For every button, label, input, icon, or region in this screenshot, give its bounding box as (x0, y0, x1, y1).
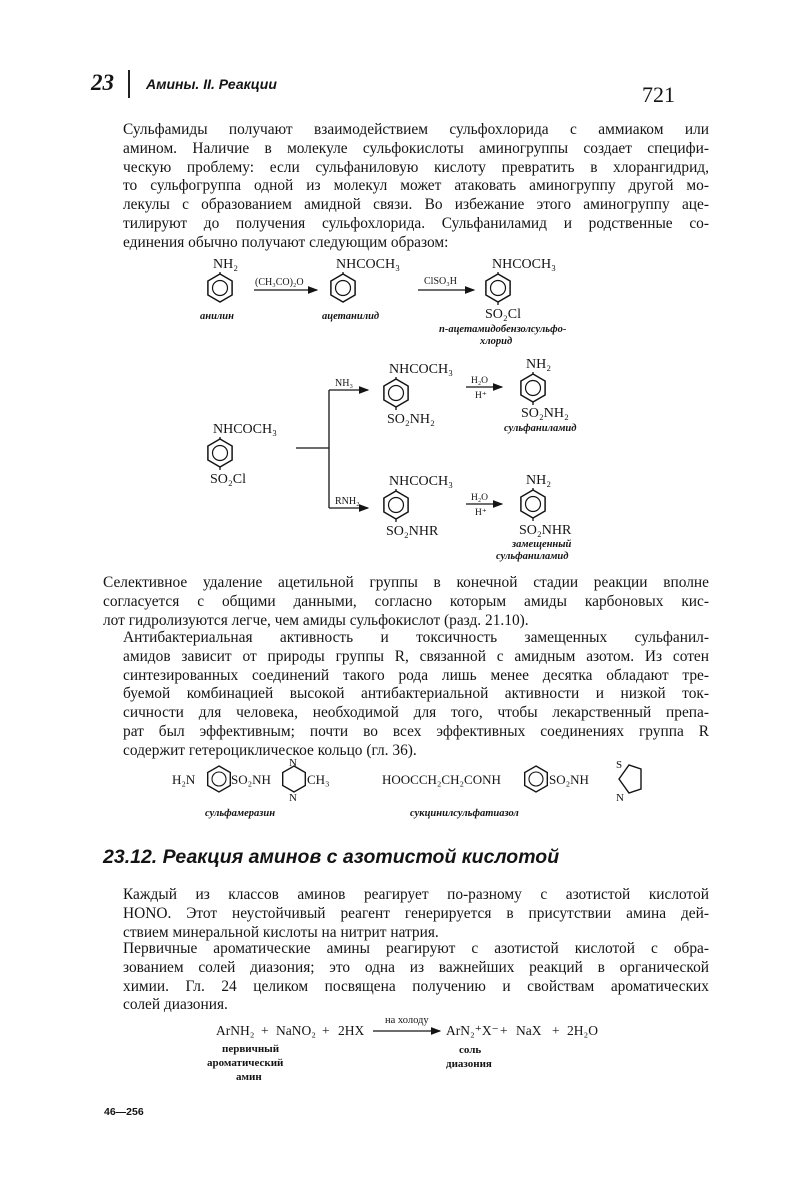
sulfamerazine-amino: H₂N (172, 772, 196, 787)
text-line: HONO. Этот неустойчивый реагент генерируется в присутствии амина дей- (123, 904, 709, 922)
acetanilide-group: NHCOCH₃ (336, 257, 400, 272)
reagent-acid: H⁺ (475, 391, 487, 401)
reactant-acid: 2HX (338, 1023, 365, 1038)
branch1-acetamido-group: NHCOCH₃ (389, 362, 453, 377)
label-sulfamerazine: сульфамеразин (205, 808, 276, 819)
benzene-ring-icon (331, 274, 355, 302)
label-substituted: замещенный (512, 539, 572, 550)
label-sulfanilamide: сульфаниламид (504, 423, 577, 434)
text-line: зованием солей диазония; это одна из важнейших реакций в органической (123, 958, 709, 976)
label-sulfonyl-chloride-cont: хлорид (480, 336, 513, 347)
diazotization-equation (0, 1010, 797, 1090)
text-line: лот гидролизуются легче, чем амиды сульфокислот (разд. 21.10). (103, 611, 529, 629)
text-line: солей диазония. (123, 996, 228, 1014)
paragraph-selective-removal (103, 574, 709, 630)
reagent-ammonia: NH₃ (335, 378, 353, 389)
chapter-title: Амины. II. Реакции (146, 76, 277, 92)
text-line: Антибактериальная активность и токсичность замещенных сульфанил- (123, 629, 709, 646)
branch2-acetamido-group: NHCOCH₃ (389, 474, 453, 489)
label-aniline: анилин (200, 311, 234, 322)
paragraph-diazonium (103, 940, 709, 1015)
label-sulfonyl-chloride: п-ацетамидобензолсульфо- (439, 324, 567, 335)
text-line: Сульфамиды получают взаимодействием сульфохлорида с аммиаком или (123, 121, 709, 138)
sulfamerazine-methyl: CH₃ (307, 772, 330, 787)
sulfonyl-chloride-group: SO₂Cl (485, 307, 522, 322)
text-line: лекулы с образованием амидной связи. Во избежание этого аминогруппу аце- (123, 196, 709, 214)
text-line: синтезированных соединений такого рода лишь менее десятка обладают тре- (123, 666, 709, 684)
substituted-nh2: NH₂ (526, 473, 552, 488)
pyrimidine-n-top: N (289, 757, 297, 769)
benzene-ring-icon (521, 374, 545, 402)
paragraph-antibacterial-activity (103, 629, 709, 761)
label-salt: соль (459, 1044, 482, 1056)
text-line: содержит гетероциклическое кольцо (гл. 36). (123, 741, 417, 759)
text-line: амином. Наличие в молекуле сульфокислоты аминогруппы создает специфи- (123, 139, 709, 157)
thiazole-ring-icon (619, 765, 641, 793)
text-line: единения обычно получают следующим образом: (123, 233, 449, 251)
aniline-nh2: NH₂ (213, 257, 239, 272)
page-number: 721 (642, 82, 675, 107)
succinyl-group: HOOCCH₂CH₂CONH (382, 772, 501, 787)
text-line: тилируют до получения сульфохлорида. Сульфаниламид и родственные со- (123, 214, 709, 232)
paragraph-nitrous-acid (103, 886, 709, 942)
sulfanilamide-nh2: NH₂ (526, 357, 552, 372)
label-succinylsulfathiazole: сукцинилсульфатиазол (410, 808, 519, 819)
section-heading: 23.12. Реакция аминов с азотистой кислотой (103, 846, 560, 868)
text-line: то сульфогруппа одной из молекул может атаковать аминогруппу другой мо- (123, 177, 709, 195)
reagent-amine: RNH₂ (335, 496, 360, 507)
product-diazonium-salt: ArN₂⁺X⁻ (446, 1023, 499, 1038)
branch1-sulfonamide-group: SO₂NH₂ (387, 412, 435, 427)
sulfanilamide-synthesis-scheme (0, 250, 797, 575)
sulfamerazine-sulfonamide: SO₂NH (231, 772, 271, 787)
label-diazonium: диазония (446, 1058, 492, 1070)
thiazole-s: S (616, 759, 623, 771)
pyrimidine-ring-icon (283, 766, 306, 792)
reagent-acid: H⁺ (475, 508, 487, 518)
benzene-ring-icon (208, 766, 231, 792)
label-amine: амин (236, 1071, 262, 1083)
text-line: Первичные ароматические амины реагируют с азотистой кислотой с обра- (123, 940, 709, 957)
benzene-ring-icon (521, 490, 545, 518)
text-line: Селективное удаление ацетильной группы в конечной стадии реакции вполне (103, 574, 709, 591)
benzene-ring-icon (208, 274, 232, 302)
text-line: ческую проблему: если сульфаниловую кислоту превратить в хлорангидрид, (123, 158, 709, 176)
acetamido-group: NHCOCH₃ (492, 257, 556, 272)
text-line: согласуется с общими данными, согласно которым амиды карбоновых кис- (103, 592, 709, 610)
plus-sign: + (552, 1023, 560, 1038)
benzene-ring-icon (384, 491, 408, 519)
chapter-number: 23 (91, 70, 114, 95)
benzene-ring-icon (208, 439, 232, 467)
condition-cold: на холоду (385, 1015, 429, 1026)
benzene-ring-icon (486, 274, 510, 302)
paragraph-sulfamide-prep (103, 121, 709, 253)
reagent-water: H₂O (471, 493, 489, 503)
text-line: амидов зависит от природы группы R, связанной с амидным азотом. Из сотен (123, 647, 709, 665)
substituted-sulfonamide-group: SO₂NHR (519, 523, 572, 538)
plus-sign: + (322, 1023, 330, 1038)
benzene-ring-icon (525, 766, 548, 792)
header-divider (128, 70, 130, 98)
reagent-water: H₂O (471, 376, 489, 386)
product-water: 2H₂O (567, 1023, 598, 1038)
product-sodium-salt: NaX (516, 1023, 542, 1038)
reagent-chlorosulfonic-acid: ClSO₃H (424, 276, 457, 287)
sulfa-drug-structures (0, 756, 797, 826)
plus-sign: + (500, 1023, 508, 1038)
label-acetanilide: ацетанилид (322, 311, 380, 322)
text-line: буемой комбинацией высокой антибактериальной активности и низкой ток- (123, 685, 709, 703)
text-line: химии. Гл. 24 целиком посвящена получению и свойствам ароматических (123, 977, 709, 995)
text-line: Каждый из классов аминов реагирует по-разному с азотистой кислотой (123, 886, 709, 903)
label-primary: первичный (222, 1043, 280, 1055)
start-acetamido-group: NHCOCH₃ (213, 422, 277, 437)
thiazole-n: N (616, 792, 624, 804)
pyrimidine-n-bottom: N (289, 792, 297, 804)
label-substituted-cont: сульфаниламид (496, 551, 569, 562)
reactant-arylamine: ArNH₂ (216, 1023, 255, 1038)
text-line: рат был эффективным; почти во всех эффективных соединениях группа R (123, 722, 709, 740)
reactant-sodium-nitrite: NaNO₂ (276, 1023, 316, 1038)
text-line: ствием минеральной кислоты на нитрит натрия. (123, 923, 439, 941)
text-line: сичности для человека, необходимой для того, чтобы лекарственный препа- (123, 704, 709, 722)
label-aromatic: ароматический (207, 1057, 284, 1069)
succinyl-sulfonamide: SO₂NH (549, 772, 589, 787)
sulfanilamide-sulfonamide-group: SO₂NH₂ (521, 406, 569, 421)
signature-mark: 46—256 (104, 1106, 144, 1118)
plus-sign: + (261, 1023, 269, 1038)
branch2-sulfonamide-group: SO₂NHR (386, 524, 439, 539)
benzene-ring-icon (384, 379, 408, 407)
start-sulfonyl-chloride-group: SO₂Cl (210, 472, 247, 487)
reagent-acetic-anhydride: (CH₃CO)₂O (255, 277, 304, 288)
